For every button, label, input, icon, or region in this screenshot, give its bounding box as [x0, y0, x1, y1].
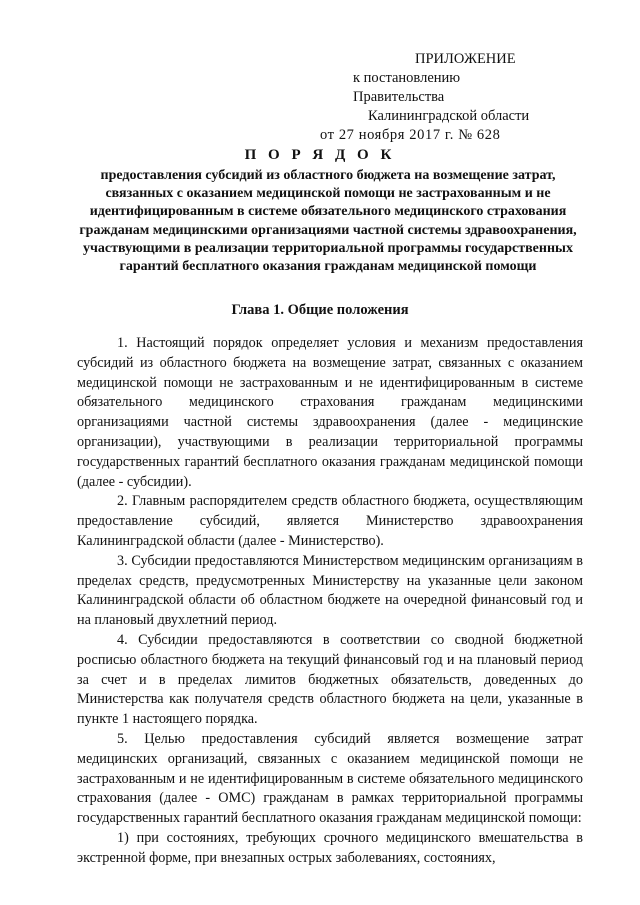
- appendix-block: [320, 50, 540, 145]
- appendix-date-number: от 27 ноября 2017 г. № 628: [320, 127, 501, 143]
- paragraph-3: 3. Субсидии предоставляются Министерством медицинским организациям в пределах средств, предусмотренных Министерству на указанные цели законом Калининградской области об областном бюджете на очередной финансовый год и на плановый двухлетний период.: [77, 552, 583, 629]
- paragraph-1: 1. Настоящий порядок определяет условия и механизм предоставления субсидий из областного бюджета на возмещение затрат, связанных с оказанием медицинской помощи не застрахованным и не идентифицированным в системе обязательного медицинского страхования гражданам медицинскими организациями частной системы здравоохранения (далее - медицинские организации), участвующими в реализации территориальной программы государственных гарантий бесплатного оказания гражданам медицинской помощи (далее - субсидии).: [77, 335, 583, 490]
- paragraph-4: 4. Субсидии предоставляются в соответствии со сводной бюджетной росписью областного бюджета на текущий финансовый год и на плановый период за счет и в пределах лимитов бюджетных обязательств, доведенных до Министерства как получателя средств областного бюджета на цели, указанные в пункте 1 настоящего порядка.: [77, 631, 583, 728]
- document-title: П О Р Я Д О К: [244, 147, 396, 163]
- paragraph-5: 5. Целью предоставления субсидий является возмещение затрат медицинских организаций, связанных с оказанием медицинской помощи не застрахованным и не идентифицированным в системе обязательного медицинского страхования (далее - ОМС) гражданам в рамках территориальной программы государственных гарантий бесплатного оказания гражданам медицинской помощи:: [77, 730, 583, 827]
- appendix-heading: ПРИЛОЖЕНИЕ: [415, 51, 516, 67]
- paragraph-5-item-1: 1) при состояниях, требующих срочного медицинского вмешательства в экстренной форме, при внезапных острых заболеваниях, состояниях,: [77, 829, 583, 866]
- paragraph-2: 2. Главным распорядителем средств областного бюджета, осуществляющим предоставление субсидий, является Министерство здравоохранения Калининградской области (далее - Министерство).: [77, 493, 583, 549]
- appendix-line-1: к постановлению Правительства: [353, 70, 461, 105]
- document-subtitle: предоставления субсидий из областного бюджета на возмещение затрат, связанных с оказанием медицинской помощи не застрахованным и не идентифицированным в системе обязательного медицинского страхования гражданам медицинскими организациями частной системы здравоохранения, участвующими в реализации территориальной программы государственных гарантий бесплатного оказания гражданам медицинской помощи: [79, 168, 577, 275]
- chapter-heading: Глава 1. Общие положения: [231, 302, 409, 318]
- document-body: [77, 334, 583, 869]
- appendix-line-2: Калининградской области: [368, 108, 530, 124]
